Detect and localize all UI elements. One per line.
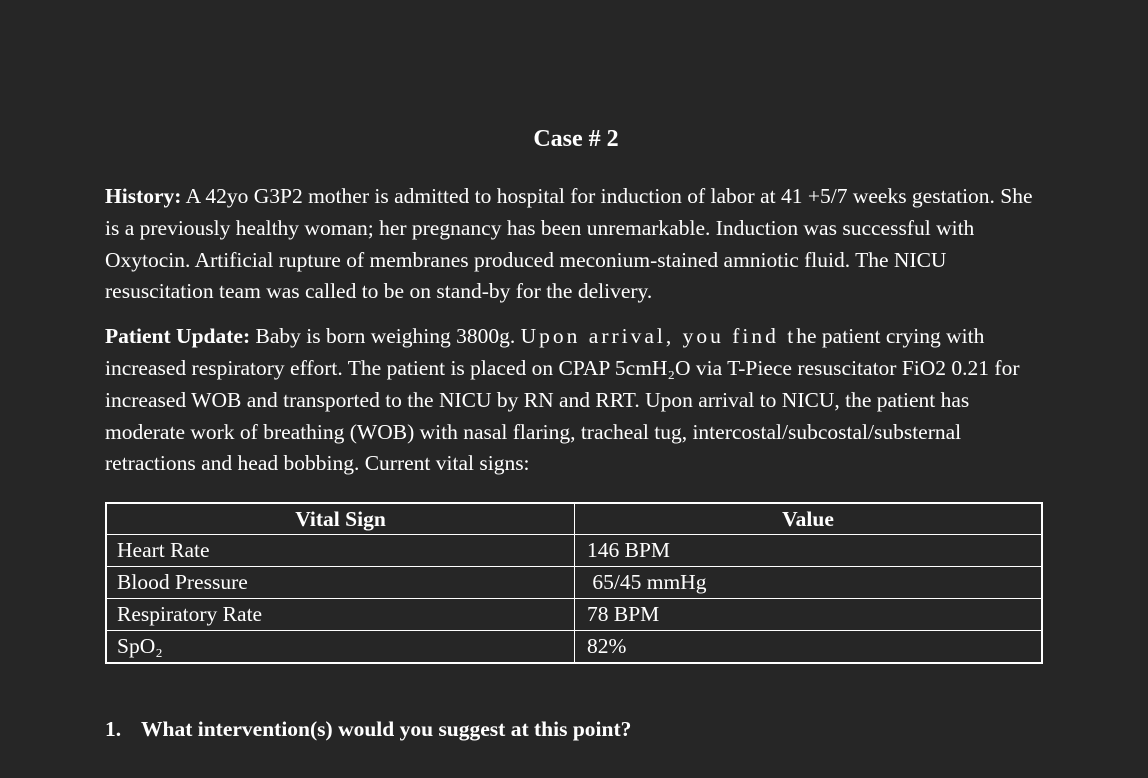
- patient-update-text-spaced: Upon arrival, you find t: [520, 324, 797, 349]
- vital-value-cell: 78 BPM: [575, 599, 1043, 631]
- vital-sign-cell: Respiratory Rate: [106, 599, 575, 631]
- patient-update-label: Patient Update:: [105, 324, 251, 349]
- vital-sign-cell: Heart Rate: [106, 535, 575, 567]
- patient-update-paragraph: [105, 321, 1045, 480]
- column-header-vital-sign: Vital Sign: [106, 503, 575, 535]
- table-header-row: [106, 503, 1042, 535]
- table-row: [106, 599, 1042, 631]
- question-item: [105, 714, 1045, 744]
- vital-value-cell: 65/45 mmHg: [575, 567, 1043, 599]
- vital-value-cell: 82%: [575, 631, 1043, 664]
- history-paragraph: [105, 181, 1045, 308]
- question-text: What intervention(s) would you suggest at this point?: [141, 717, 632, 742]
- history-label: History:: [105, 184, 182, 208]
- table-row: [106, 567, 1042, 599]
- case-document: [105, 124, 1045, 744]
- case-title: Case # 2: [533, 126, 619, 152]
- column-header-value: Value: [575, 503, 1043, 535]
- question-number: 1.: [105, 717, 122, 742]
- table-row: [106, 535, 1042, 567]
- vital-sign-cell: SpO₂: [106, 631, 575, 664]
- table-row: [106, 631, 1042, 664]
- patient-update-text-b: he patient crying with increased respiratory effort. The patient is placed on CPAP 5cmH₂O via T-Piece resuscitator FiO2 0.21 for increased WOB and transported to the NICU by RN and RRT. Upon arrival to NICU, the patient has moderate work of breathing (WOB) with nasal flaring, tracheal tug, intercostal/subcostal/substernal retractions and head bobbing. Current vital signs:: [105, 324, 1020, 476]
- vital-value-cell: 146 BPM: [575, 535, 1043, 567]
- history-text: A 42yo G3P2 mother is admitted to hospital for induction of labor at 41 +5/7 weeks gestation. She is a previously healthy woman; her pregnancy has been unremarkable. Induction was successful with Oxytocin. Artificial rupture of membranes produced meconium-stained amniotic fluid. The NICU resuscitation team was called to be on stand-by for the delivery.: [105, 184, 1033, 304]
- vital-sign-cell: Blood Pressure: [106, 567, 575, 599]
- vital-signs-table: [105, 502, 1043, 664]
- patient-update-text-a: Baby is born weighing 3800g.: [250, 324, 521, 349]
